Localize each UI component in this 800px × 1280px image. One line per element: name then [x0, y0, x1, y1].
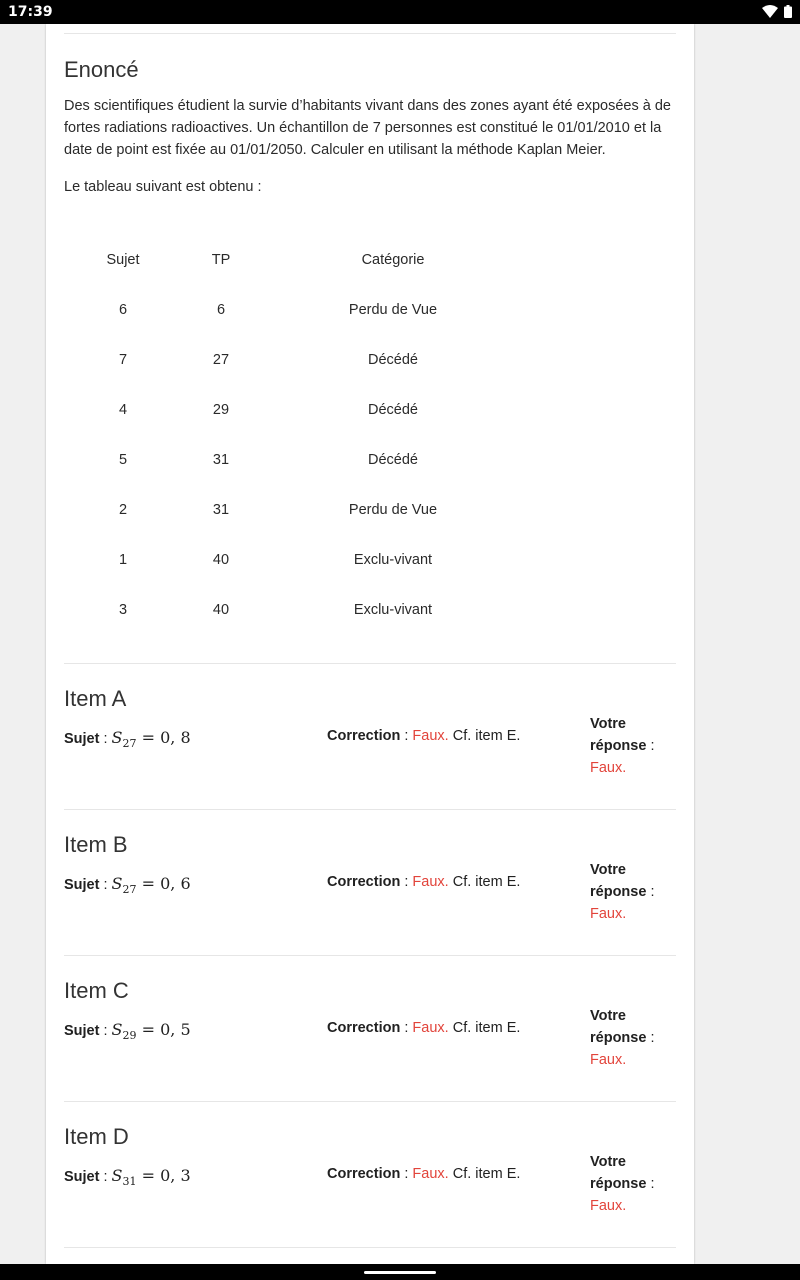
header-categorie: Catégorie	[361, 252, 425, 268]
item-b	[64, 809, 676, 955]
formula-sub: 29	[122, 1029, 137, 1043]
table-header-row	[64, 235, 526, 285]
correction-label: Correction	[327, 1020, 401, 1036]
table-intro: Le tableau suivant est obtenu :	[64, 179, 262, 195]
colon: :	[646, 884, 655, 900]
cell-tp: 31	[212, 502, 230, 518]
reponse-label: réponse	[590, 884, 647, 900]
cell-tp: 6	[216, 302, 226, 318]
cell-categorie: Perdu de Vue	[348, 302, 438, 318]
cell-sujet: 3	[118, 602, 128, 618]
status-icons	[762, 5, 792, 18]
divider	[64, 955, 676, 956]
formula: $S_{27} = 0$, 8	[111, 728, 191, 751]
correction-verdict: Faux.	[412, 1020, 449, 1036]
table-row	[64, 435, 526, 485]
colon: :	[99, 877, 112, 893]
reponse-verdict: Faux.	[590, 906, 627, 922]
sujet-label: Sujet	[64, 1169, 100, 1185]
item-correction	[327, 1166, 520, 1182]
cell-sujet: 5	[118, 452, 128, 468]
cell-categorie: Perdu de Vue	[348, 502, 438, 518]
cell-tp: 40	[212, 602, 230, 618]
item-title: Item A	[64, 686, 127, 711]
item-sujet	[64, 1020, 191, 1042]
home-handle[interactable]	[364, 1271, 436, 1274]
formula-value: 0, 5	[160, 1020, 191, 1039]
navigation-bar	[0, 1264, 800, 1280]
divider	[64, 1247, 676, 1248]
votre-label: Votre	[590, 716, 626, 732]
votre-label: Votre	[590, 1154, 626, 1170]
header-tp: TP	[211, 252, 231, 268]
correction-ref: Cf. item E.	[448, 728, 521, 744]
correction-label: Correction	[327, 728, 401, 744]
status-bar	[0, 0, 800, 24]
enonce-title: Enoncé	[64, 57, 139, 82]
colon: :	[400, 874, 413, 890]
formula: $S_{27} = 0$, 6	[111, 874, 191, 897]
sujet-label: Sujet	[64, 1023, 100, 1039]
cell-categorie: Exclu-vivant	[353, 602, 433, 618]
table-row	[64, 385, 526, 435]
formula-value: 0, 8	[160, 728, 191, 747]
item-sujet	[64, 874, 191, 896]
formula-sub: 27	[122, 883, 137, 897]
enonce-paragraph: Des scientifiques étudient la survie d’habitants vivant dans des zones ayant été exposées à de fortes radiations radioactives. Un échantillon de 7 personnes est constitué le 01/01/2010 et la date de point est fixée au 01/01/2050. Calculer en utilisant la méthode Kaplan Meier.	[64, 98, 671, 158]
item-a	[64, 663, 676, 809]
formula-var: S	[111, 874, 123, 893]
formula-sub: 27	[122, 737, 137, 751]
cell-categorie: Décédé	[368, 352, 418, 368]
correction-ref: Cf. item E.	[448, 1020, 521, 1036]
divider	[64, 33, 676, 34]
reponse-verdict: Faux.	[590, 1052, 627, 1068]
table-row	[64, 335, 526, 385]
reponse-verdict: Faux.	[590, 1198, 627, 1214]
header-sujet: Sujet	[106, 252, 140, 268]
divider	[64, 809, 676, 810]
colon: :	[646, 738, 655, 754]
divider	[64, 1101, 676, 1102]
reponse-label: réponse	[590, 1176, 647, 1192]
sujet-label: Sujet	[64, 877, 100, 893]
cell-sujet: 4	[118, 402, 128, 418]
colon: :	[99, 1023, 112, 1039]
correction-verdict: Faux.	[412, 874, 449, 890]
colon: :	[99, 1169, 112, 1185]
item-reponse	[590, 1151, 670, 1217]
formula: $S_{31} = 0$, 3	[111, 1166, 191, 1189]
item-correction	[327, 1020, 520, 1036]
status-time: 17:39	[8, 4, 53, 20]
cell-sujet: 1	[118, 552, 128, 568]
reponse-label: réponse	[590, 738, 647, 754]
item-reponse	[590, 1005, 670, 1071]
colon: :	[646, 1176, 655, 1192]
formula-var: S	[111, 1166, 123, 1185]
colon: :	[400, 1166, 413, 1182]
cell-tp: 27	[212, 352, 230, 368]
wifi-icon	[762, 5, 778, 18]
correction-ref: Cf. item E.	[448, 874, 521, 890]
reponse-verdict: Faux.	[590, 760, 627, 776]
sujet-label: Sujet	[64, 731, 100, 747]
table-row	[64, 285, 526, 335]
item-c	[64, 955, 676, 1101]
content-card	[46, 24, 694, 1264]
item-d	[64, 1101, 676, 1247]
votre-label: Votre	[590, 862, 626, 878]
cell-tp: 29	[212, 402, 230, 418]
formula-sub: 31	[122, 1175, 137, 1189]
table-row	[64, 535, 526, 585]
cell-tp: 31	[212, 452, 230, 468]
formula-var: S	[111, 728, 123, 747]
cell-sujet: 2	[118, 502, 128, 518]
data-table	[64, 235, 526, 635]
correction-label: Correction	[327, 874, 401, 890]
item-reponse	[590, 713, 670, 779]
divider	[64, 663, 676, 664]
correction-ref: Cf. item E.	[448, 1166, 521, 1182]
table-row	[64, 485, 526, 535]
colon: :	[400, 728, 413, 744]
item-sujet	[64, 1166, 191, 1188]
item-title: Item C	[64, 978, 129, 1003]
correction-label: Correction	[327, 1166, 401, 1182]
item-sujet	[64, 728, 191, 750]
item-title: Item D	[64, 1124, 129, 1149]
battery-icon	[784, 5, 792, 18]
cell-categorie: Décédé	[368, 452, 418, 468]
formula: $S_{29} = 0$, 5	[111, 1020, 191, 1043]
correction-verdict: Faux.	[412, 728, 449, 744]
formula-var: S	[111, 1020, 123, 1039]
cell-sujet: 6	[118, 302, 128, 318]
cell-categorie: Exclu-vivant	[353, 552, 433, 568]
cell-categorie: Décédé	[368, 402, 418, 418]
item-reponse	[590, 859, 670, 925]
reponse-label: réponse	[590, 1030, 647, 1046]
table-row	[64, 585, 526, 635]
cell-tp: 40	[212, 552, 230, 568]
colon: :	[646, 1030, 655, 1046]
colon: :	[400, 1020, 413, 1036]
item-correction	[327, 728, 520, 744]
colon: :	[99, 731, 112, 747]
votre-label: Votre	[590, 1008, 626, 1024]
item-correction	[327, 874, 520, 890]
correction-verdict: Faux.	[412, 1166, 449, 1182]
formula-value: 0, 3	[160, 1166, 191, 1185]
formula-value: 0, 6	[160, 874, 191, 893]
item-title: Item B	[64, 832, 128, 857]
cell-sujet: 7	[118, 352, 128, 368]
